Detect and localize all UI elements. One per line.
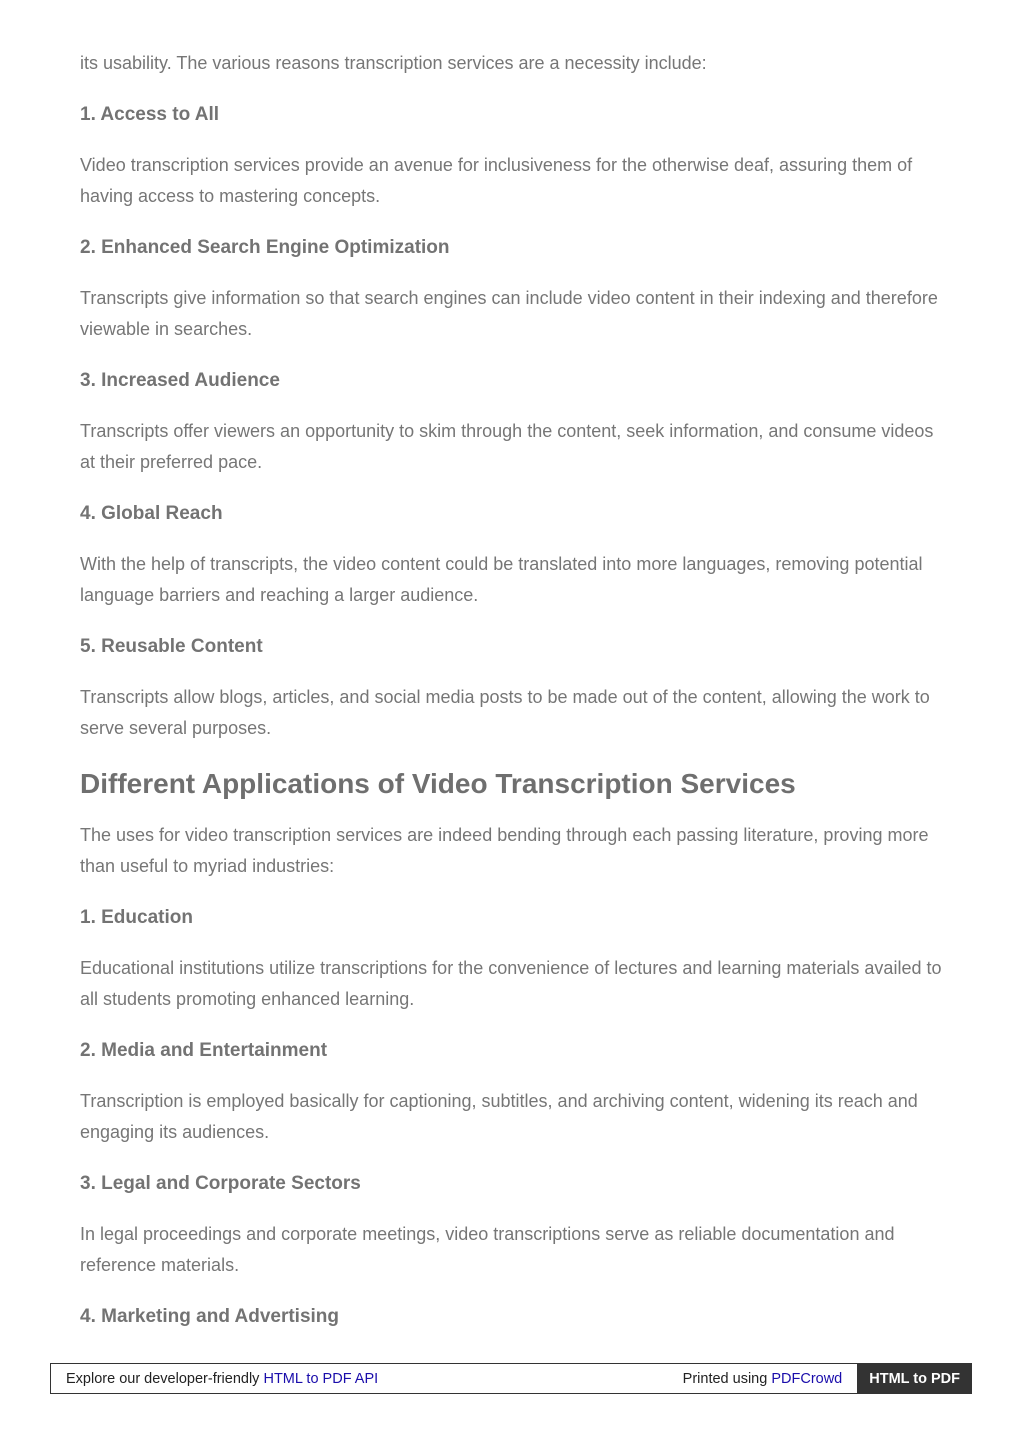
reason-body-global: With the help of transcripts, the video content could be translated into more languages, removing potential language barriers and reaching a larger audience.	[80, 554, 923, 605]
reason-heading-access: 1. Access to All	[80, 104, 220, 125]
intro-paragraph: its usability. The various reasons transcription services are a necessity include:	[80, 53, 707, 73]
application-body-media: Transcription is employed basically for captioning, subtitles, and archiving content, widening its reach and engaging its audiences.	[80, 1091, 918, 1142]
application-heading-marketing: 4. Marketing and Advertising	[80, 1306, 340, 1327]
application-heading-education: 1. Education	[80, 907, 193, 928]
application-heading-legal: 3. Legal and Corporate Sectors	[80, 1173, 361, 1194]
reason-body-access: Video transcription services provide an avenue for inclusiveness for the otherwise deaf, assuring them of having access to mastering concepts.	[80, 155, 913, 206]
reason-body-reusable: Transcripts allow blogs, articles, and social media posts to be made out of the content, allowing the work to serve several purposes.	[80, 687, 930, 738]
reason-heading-audience: 3. Increased Audience	[80, 370, 280, 391]
footer-printed-text: Printed using	[682, 1370, 772, 1387]
reason-body-seo: Transcripts give information so that search engines can include video content in their indexing and therefore viewable in searches.	[80, 288, 938, 339]
footer-printed	[683, 1371, 858, 1387]
pdfcrowd-link[interactable]: PDFCrowd	[771, 1370, 843, 1387]
application-heading-media: 2. Media and Entertainment	[80, 1040, 328, 1061]
document-body	[80, 48, 950, 1352]
application-body-legal: In legal proceedings and corporate meetings, video transcriptions serve as reliable documentation and reference materials.	[80, 1224, 895, 1275]
application-body-education: Educational institutions utilize transcriptions for the convenience of lectures and learning materials availed to all students promoting enhanced learning.	[80, 958, 942, 1009]
reason-heading-global: 4. Global Reach	[80, 503, 223, 524]
html-to-pdf-button[interactable]: HTML to PDF	[857, 1363, 972, 1394]
section-title: Different Applications of Video Transcription Services	[80, 768, 796, 799]
pdf-footer-bar	[50, 1363, 972, 1394]
reason-heading-seo: 2. Enhanced Search Engine Optimization	[80, 237, 450, 258]
footer-explore	[51, 1371, 683, 1387]
reason-body-audience: Transcripts offer viewers an opportunity to skim through the content, seek information, and consume videos at their preferred pace.	[80, 421, 934, 472]
section-intro: The uses for video transcription services are indeed bending through each passing literature, proving more than useful to myriad industries:	[80, 825, 929, 876]
html-to-pdf-api-link[interactable]: HTML to PDF API	[263, 1370, 379, 1387]
reason-heading-reusable: 5. Reusable Content	[80, 636, 263, 657]
footer-explore-text: Explore our developer-friendly	[66, 1370, 264, 1387]
